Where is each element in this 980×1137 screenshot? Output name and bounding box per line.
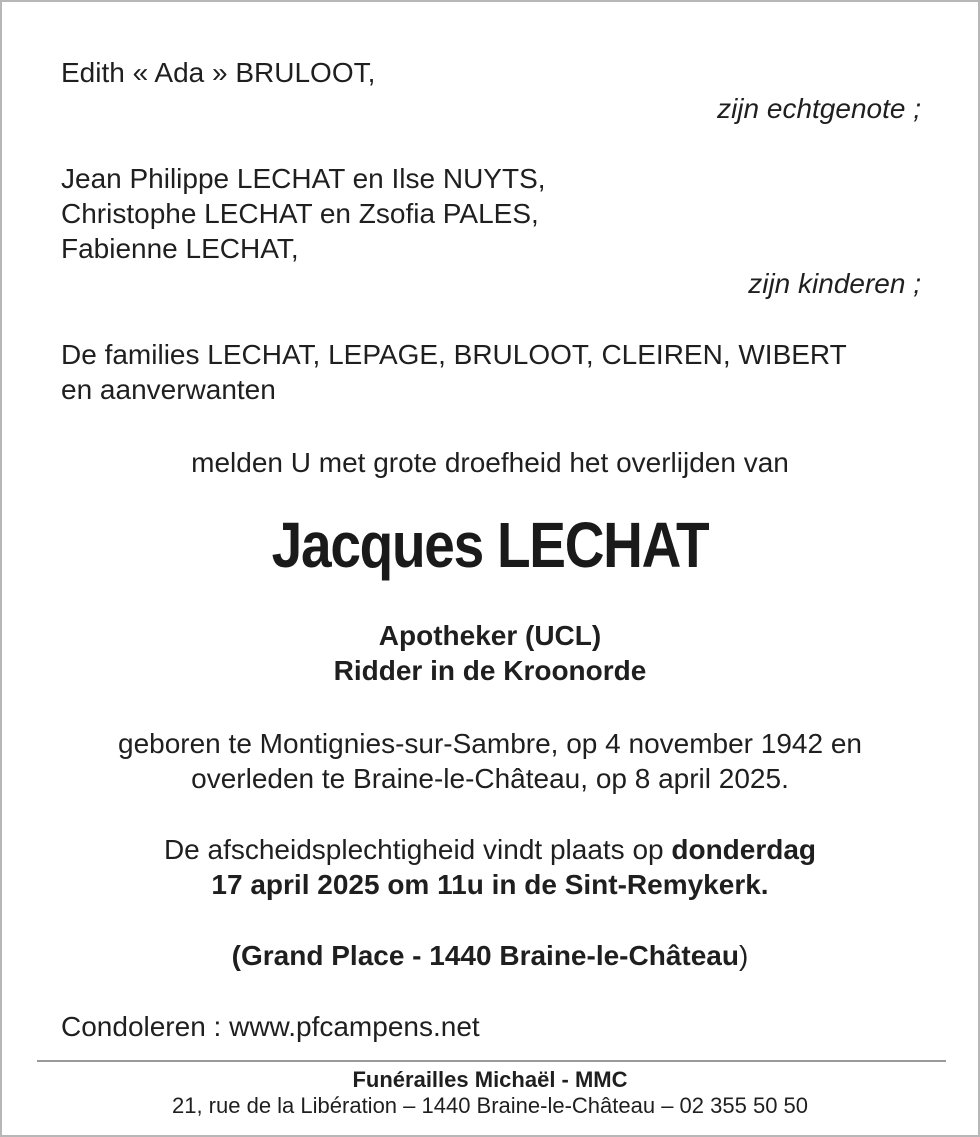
families-line-2: en aanverwanten [61, 374, 276, 405]
title-profession: Apotheker (UCL) [378, 620, 602, 651]
title-honour: Ridder in de Kroonorde [333, 655, 647, 686]
children-role: zijn kinderen ; [748, 268, 921, 299]
funeral-home-address: 21, rue de la Libération – 1440 Braine-le-Château – 02 355 50 50 [171, 1093, 809, 1118]
child-line-3: Fabienne LECHAT, [61, 233, 299, 264]
ceremony-location-line [2, 939, 978, 973]
child-line-1: Jean Philippe LECHAT en Ilse NUYTS, [61, 163, 546, 194]
child-line-2: Christophe LECHAT en Zsofia PALES, [61, 198, 539, 229]
announcement: melden U met grote droefheid het overlijden van [191, 447, 789, 478]
funeral-home-name: Funérailles Michaël - MMC [352, 1067, 628, 1092]
birth-line: geboren te Montignies-sur-Sambre, op 4 november 1942 en [118, 728, 862, 759]
footer-divider [37, 1060, 946, 1062]
families-line-1: De families LECHAT, LEPAGE, BRULOOT, CLEIREN, WIBERT [61, 339, 847, 370]
location-open-paren: ( [231, 940, 241, 971]
ceremony-day: donderdag [671, 834, 817, 865]
ceremony-intro: De afscheidsplechtigheid vindt plaats op [163, 834, 672, 865]
ceremony-location: Grand Place - 1440 Braine-le-Château [241, 940, 739, 971]
ceremony-details: 17 april 2025 om 11u in de Sint-Remykerk. [211, 869, 769, 900]
deceased-name: Jacques LECHAT [271, 509, 709, 581]
death-line: overleden te Braine-le-Château, op 8 april 2025. [191, 763, 789, 794]
spouse-role: zijn echtgenote ; [717, 93, 921, 124]
condolences-line: Condoleren : www.pfcampens.net [61, 1011, 480, 1042]
ceremony-line-1 [2, 833, 978, 867]
location-close-paren: ) [738, 940, 749, 971]
spouse-name: Edith « Ada » BRULOOT, [61, 57, 376, 88]
